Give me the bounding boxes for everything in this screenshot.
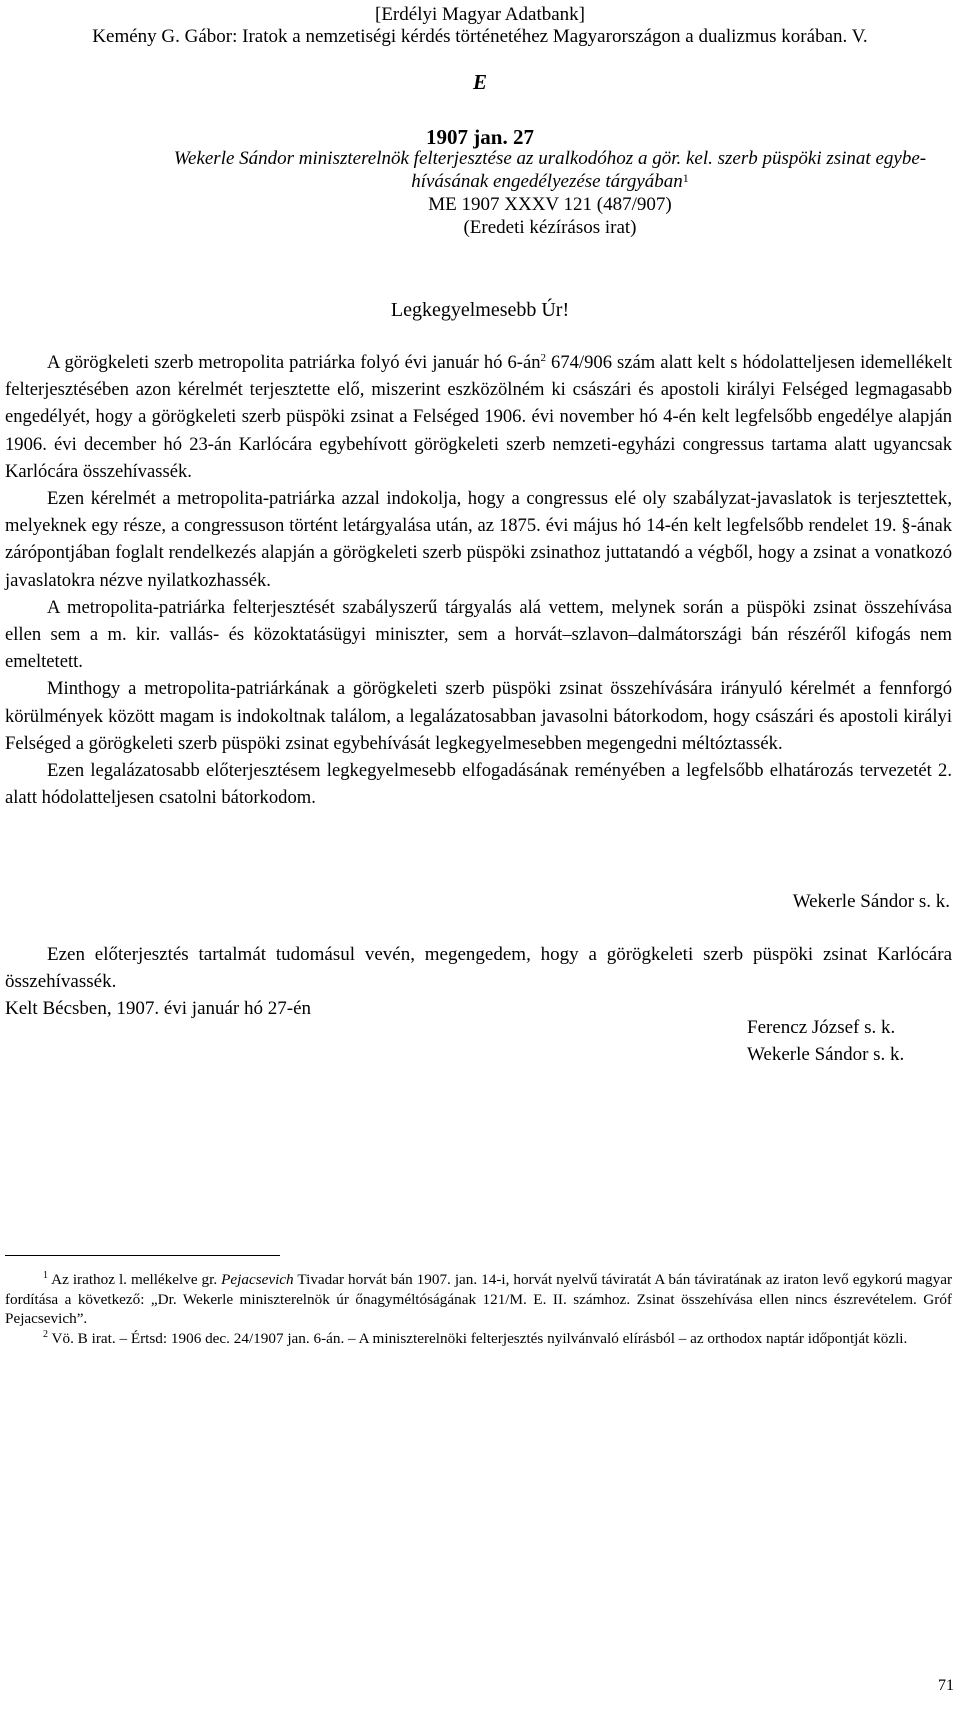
place-date: Kelt Bécsben, 1907. évi január hó 27-én [5, 998, 312, 1019]
header-source: [Erdélyi Magyar Adatbank] [375, 4, 585, 25]
page-number: 71 [938, 1677, 954, 1694]
paragraph-2: Ezen kérelmét a metropolita-patriárka azzal indokolja, hogy a congressus elé oly szabályzat-javaslatok is terjesztettek, melyeknek egy része, a congressuson történt letárgyalása után, az 1875. évi május hó 14-én kelt legfelsőbb rendelet 19. §-ának zárópontjában foglalt rendelkezés alapján a görögkeleti szerb püspöki zsinathoz juttatandó a végből, hogy a zsinat a vonatkozó javaslatokra nézve nyilatkozhassék. [5, 488, 952, 591]
footnote-1-name: Pejacsevich [221, 1271, 294, 1288]
paragraph-1 [5, 349, 952, 485]
document-date: 1907 jan. 27 [426, 125, 534, 149]
document-letter: E [472, 70, 487, 94]
title-line-2: hívásának engedélyezése tárgyában [411, 171, 683, 192]
footnote-1-text-b: Tivadar horvát bán 1907. jan. 14-i, horvát nyelvű táviratát A bán táviratának az iraton levő egykorú magyar fordítása a következő: „Dr. Wekerle miniszterelnök úr őnagyméltóságának 121/M. E. II. számhoz. Zsinat összehívása ellen nincs észrevételem. Gróf Pejacsevich”. [5, 1271, 953, 1328]
footnote-2 [5, 1329, 952, 1349]
footnote-2-text: Vö. B irat. – Értsd: 1906 dec. 24/1907 jan. 6-án. – A miniszterelnöki felterjesztés nyilvánvaló elírásból – az orthodox naptár időpontját közli. [51, 1329, 908, 1347]
footnote-1 [5, 1270, 952, 1329]
resolution-block [5, 941, 952, 1022]
header-book-title: Kemény G. Gábor: Iratok a nemzetiségi kérdés történetéhez Magyarországon a dualizmus korában. V. [92, 26, 868, 47]
page-header [0, 4, 960, 48]
resolution-text: Ezen előterjesztés tartalmát tudomásul vevén, megengedem, hogy a görögkeleti szerb püspöki zsinat Karlócára összehívassék. [5, 944, 952, 992]
footnote-1-number: 1 [43, 1269, 48, 1281]
archive-reference: ME 1907 XXXV 121 (487/907) [428, 194, 672, 215]
paragraph-5: Ezen legalázatosabb előterjesztésem legkegyelmesebb elfogadásának reményében a legfelsőbb elhatározás tervezetét 2. alatt hódolatteljesen csatolni bátorkodom. [5, 760, 952, 809]
paragraph-3: A metropolita-patriárka felterjesztését szabályszerű tárgyalás alá vettem, melynek során a püspöki zsinat összehívása ellen sem a m. kir. vallás- és közoktatásügyi miniszter, sem a horvát–szlavon–dalmátországi bán részéről kifogás nem emeltetett. [5, 596, 952, 673]
final-signatures [747, 1014, 904, 1068]
title-line-2-wrap [140, 170, 960, 193]
signature-wekerle: Wekerle Sándor s. k. [792, 891, 950, 912]
signature-ferencz-jozsef: Ferencz József s. k. [747, 1017, 896, 1038]
salutation: Legkegyelmesebb Úr! [390, 299, 570, 321]
title-line-1: Wekerle Sándor miniszterelnök felterjesztése az uralkodóhoz a gör. kel. szerb püspöki zsinat egybe- [173, 148, 927, 169]
footnote-2-number: 2 [43, 1328, 48, 1340]
document-origin: (Eredeti kézírásos irat) [463, 217, 637, 238]
footnotes [5, 1270, 952, 1348]
footnote-divider [5, 1255, 280, 1256]
signature-wekerle-final: Wekerle Sándor s. k. [747, 1044, 905, 1065]
footnote-ref-2[interactable]: 2 [540, 351, 546, 364]
paragraph-4: Minthogy a metropolita-patriárkának a görögkeleti szerb püspöki zsinat összehívására irányuló kérelmét a fennforgó körülmények között magam is indokoltnak találom, a legalázatosabban javasolni bátorkodom, hogy császári és apostoli királyi Felséged a görögkeleti szerb püspöki zsinat egybehívását legkegyelmesebben megengedni méltóztassék. [5, 678, 952, 754]
document-title-block [140, 147, 960, 239]
paragraph-1-start: A görögkeleti szerb metropolita patriárka folyó évi január hó 6-án [47, 352, 541, 373]
footnote-1-text-a: Az irathoz l. mellékelve gr. [51, 1271, 222, 1288]
document-body [5, 349, 952, 811]
paragraph-1-rest: 674/906 szám alatt kelt s hódolatteljesen idemellékelt felterjesztésében azon kérelmét terjesztette elő, miszerint eszközölném ki császári és apostoli királyi Felséged legmagasabb engedélyét, hogy a görögkeleti szerb püspöki zsinat a Felséged 1906. évi november hó 4-én kelt legfelsőbb engedélye alapján 1906. évi december hó 23-án Karlócára egybehívott görögkeleti szerb nemzeti-egyházi congressus tartama alatt ugyancsak Karlócára összehívassék. [5, 352, 952, 482]
footnote-ref-1[interactable]: 1 [682, 171, 689, 185]
